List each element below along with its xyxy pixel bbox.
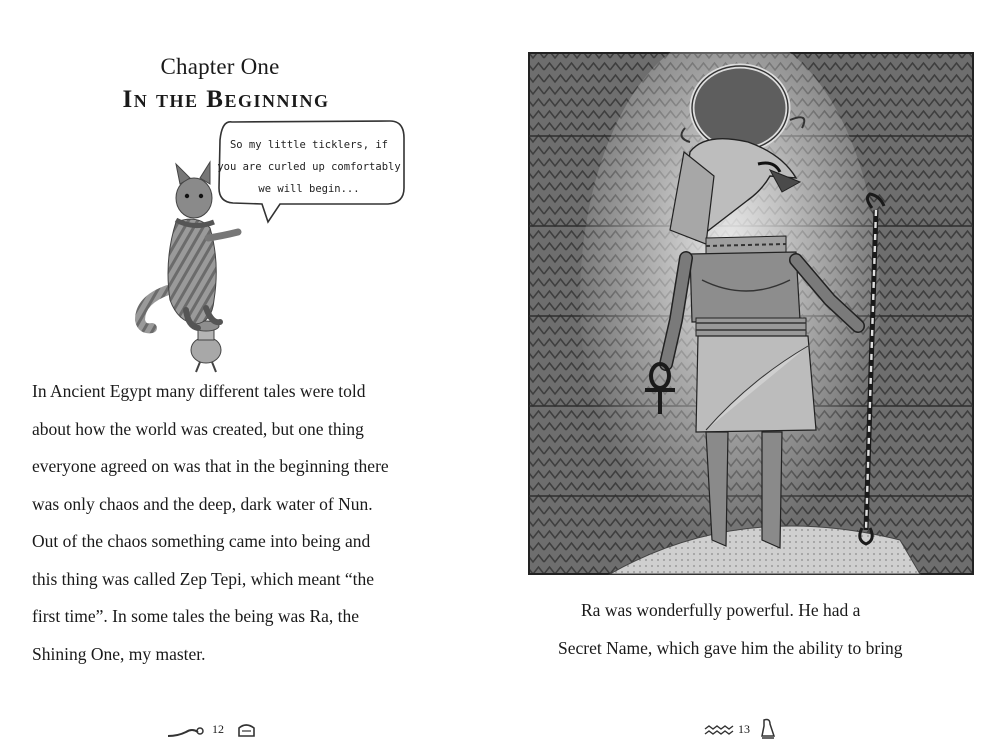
- body-line: first time”. In some tales the being was Ra, the: [32, 606, 360, 626]
- speech-bubble-line: So my little ticklers, if: [229, 139, 389, 151]
- body-line: everyone agreed on was that in the beginning there: [32, 456, 389, 476]
- body-line: Shining One, my master.: [32, 643, 206, 664]
- water-glyph-icon: [704, 726, 734, 740]
- bird-glyph-icon: [758, 718, 778, 740]
- body-line: this thing was called Zep Tepi, which meant “the: [32, 568, 375, 589]
- cat-on-jar-illustration: [0, 0, 500, 380]
- left-page: [0, 0, 500, 755]
- chapter-title: In the Beginning: [122, 86, 330, 113]
- body-line: was only chaos and the deep, dark water of Nun.: [32, 493, 373, 514]
- body-line: about how the world was created, but one thing: [32, 418, 364, 439]
- snail-glyph-icon: [166, 722, 206, 742]
- page-number-right: 13: [738, 722, 750, 736]
- body-line: In Ancient Egypt many different tales were told: [32, 381, 366, 401]
- ra-falcon-headed-god-illustration: [500, 0, 1001, 560]
- speech-bubble-line: we will begin...: [258, 183, 360, 195]
- speech-bubble-line: you are curled up comfortably: [217, 161, 401, 173]
- body-line: Out of the chaos something came into being and: [32, 531, 371, 551]
- body-text: [32, 373, 452, 673]
- bread-glyph-icon: [236, 720, 260, 740]
- body-line: Ra was wonderfully powerful. He had a: [581, 600, 861, 620]
- right-page: [500, 0, 1001, 755]
- chapter-number: Chapter One: [160, 54, 280, 79]
- page-number-left: 12: [212, 722, 224, 736]
- body-line: Secret Name, which gave him the ability to bring: [558, 638, 903, 658]
